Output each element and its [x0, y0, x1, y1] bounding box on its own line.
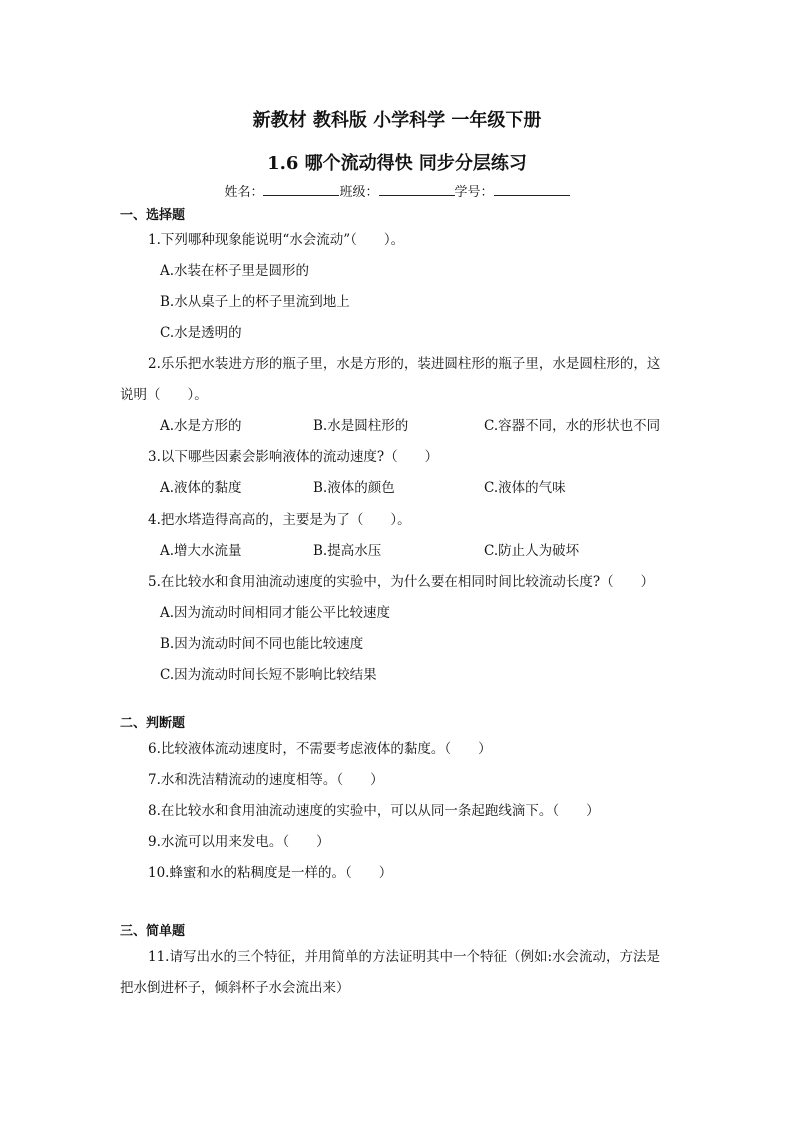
question-10: 10.蜂蜜和水的粘稠度是一样的。（ ） [148, 865, 393, 881]
question-2-option-a: A.水是方形的 [160, 418, 242, 434]
class-blank [379, 181, 455, 196]
question-3-option-a: A.液体的黏度 [160, 480, 242, 496]
question-1-stem: 1.下列哪种现象能说明“水会流动”（ ）。 [148, 232, 405, 248]
question-7: 7.水和洗洁精流动的速度相等。（ ） [148, 772, 384, 788]
name-blank [263, 181, 339, 196]
question-8: 8.在比较水和食用油流动速度的实验中，可以从同一条起跑线滴下。（ ） [148, 803, 600, 819]
id-label: 学号： [454, 185, 494, 200]
lesson-title: 1.6 哪个流动得快 同步分层练习 [267, 153, 527, 174]
question-3-option-c: C.液体的气味 [484, 480, 566, 496]
id-blank [494, 181, 570, 196]
question-1-option-c: C.水是透明的 [160, 325, 242, 341]
student-info-row [0, 181, 794, 200]
class-label: 班级： [339, 185, 379, 200]
question-4-stem: 4.把水塔造得高高的，主要是为了（ ）。 [148, 512, 411, 528]
question-1-option-a: A.水装在杯子里是圆形的 [160, 263, 310, 279]
section-heading-short-answer: 三、简单题 [120, 924, 186, 939]
question-5-option-a: A.因为流动时间相同才能公平比较速度 [160, 605, 391, 621]
section-heading-judgment: 二、判断题 [120, 716, 186, 731]
question-5-option-c: C.因为流动时间长短不影响比较结果 [160, 667, 377, 683]
question-5-option-b: B.因为流动时间不同也能比较速度 [160, 636, 364, 652]
question-4-option-b: B.提高水压 [313, 543, 382, 559]
question-4-option-c: C.防止人为破坏 [484, 543, 580, 559]
question-11-stem: 11.请写出水的三个特征，并用简单的方法证明其中一个特征（例如:水会流动，方法是 [148, 949, 661, 965]
question-4-option-a: A.增大水流量 [160, 543, 242, 559]
question-2-option-b: B.水是圆柱形的 [313, 418, 409, 434]
section-heading-choice: 一、选择题 [120, 208, 186, 223]
question-5-stem: 5.在比较水和食用油流动速度的实验中，为什么要在相同时间比较流动长度?（ ） [148, 574, 655, 590]
question-9: 9.水流可以用来发电。（ ） [148, 834, 330, 850]
question-2-option-c: C.容器不同，水的形状也不同 [484, 418, 661, 434]
question-11-stem-continued: 把水倒进杯子，倾斜杯子水会流出来） [120, 980, 350, 996]
question-3-option-b: B.液体的颜色 [313, 480, 395, 496]
question-2-stem-continued: 说明（ ）。 [120, 387, 208, 403]
question-6: 6.比较液体流动速度时，不需要考虑液体的黏度。（ ） [148, 741, 492, 757]
question-2-stem: 2.乐乐把水装进方形的瓶子里，水是方形的，装进圆柱形的瓶子里，水是圆柱形的，这 [148, 356, 661, 372]
question-1-option-b: B.水从桌子上的杯子里流到地上 [160, 294, 350, 310]
name-label: 姓名： [224, 185, 264, 200]
worksheet-title: 新教材 教科版 小学科学 一年级下册 [252, 110, 542, 131]
question-3-stem: 3.以下哪些因素会影响液体的流动速度?（ ） [148, 449, 439, 465]
